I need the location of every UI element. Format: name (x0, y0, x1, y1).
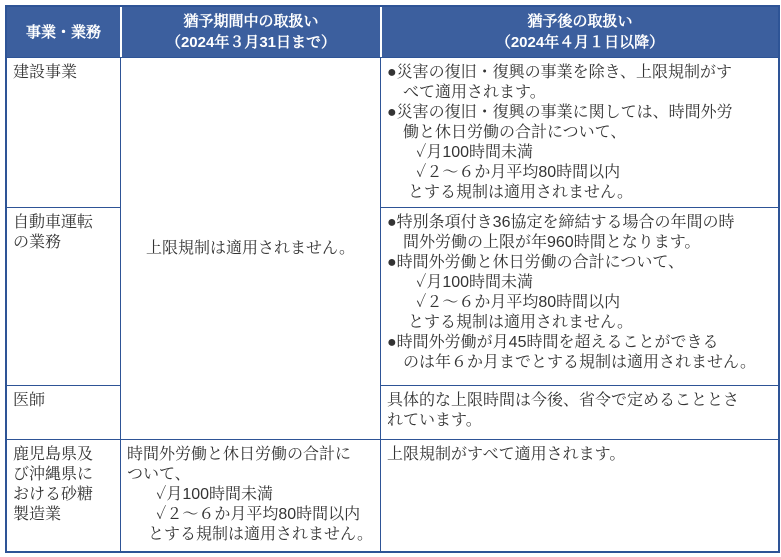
text-line: 医師 (13, 392, 46, 409)
text-line: ついて、 (127, 466, 191, 483)
text-line: ●時間外労働と休日労働の合計について、 (387, 254, 685, 271)
header-cell-after-grace (380, 7, 778, 57)
row-sugar-label (7, 439, 120, 551)
text-line: 建設事業 (13, 64, 78, 81)
text-line: とする規制は適用されません。 (148, 526, 373, 543)
row-sugar-during-cell (120, 439, 380, 551)
text-line: の業務 (13, 234, 62, 251)
text-line: ●時間外労働が月45時間を超えることができる (387, 334, 719, 351)
text-line: ●災害の復旧・復興の事業を除き、上限規制がす (387, 64, 733, 81)
text-line: 鹿児島県及 (13, 446, 94, 463)
text-line: ✓月100時間未満 (416, 274, 534, 291)
header-during-date: （2024年３月31日まで） (165, 34, 337, 51)
text-line: ●特別条項付き36協定を締結する場合の年間の時 (387, 214, 735, 231)
text-line: とする規制は適用されません。 (408, 314, 633, 331)
header-cell-during-grace (120, 7, 380, 57)
text-line: 上限規制がすべて適用されます。 (387, 446, 626, 463)
text-line: ✓２～６か月平均80時間以内 (416, 294, 621, 311)
text-line: び沖縄県に (13, 466, 94, 483)
text-line: 間外労働の上限が年960時間となります。 (403, 234, 701, 251)
text-line: 時間外労働と休日労働の合計に (127, 446, 352, 463)
header-business-label: 事業・業務 (25, 23, 101, 41)
merged-during-grace-text: 上限規制は適用されません。 (146, 240, 355, 257)
text-line: べて適用されます。 (403, 84, 546, 101)
row-driving-label (7, 207, 120, 385)
row-doctor-label (7, 385, 120, 439)
text-line: ✓２～６か月平均80時間以内 (416, 164, 621, 181)
regulation-table (5, 5, 780, 553)
text-line: とする規制は適用されません。 (408, 184, 633, 201)
text-line: おける砂糖 (13, 486, 94, 503)
text-line: のは年６か月までとする規制は適用されません。 (403, 354, 756, 371)
merged-during-grace-cell (120, 57, 380, 439)
row-sugar-after-cell (380, 439, 778, 551)
text-line: ●災害の復旧・復興の事業に関しては、時間外労 (387, 104, 733, 121)
text-line: 具体的な上限時間は今後、省令で定めることとさ (387, 392, 740, 409)
text-line: ✓月100時間未満 (416, 144, 534, 161)
row-construction-after-cell (380, 57, 778, 207)
text-line: れています。 (387, 412, 482, 429)
header-after-date: （2024年４月１日以降） (495, 34, 665, 51)
text-line: 自動車運転 (13, 214, 94, 231)
header-cell-business (7, 7, 120, 57)
header-during-title: 猶予期間中の取扱い (183, 13, 319, 30)
text-line: 製造業 (13, 506, 62, 523)
row-construction-label (7, 57, 120, 207)
text-line: ✓２～６か月平均80時間以内 (156, 506, 361, 523)
text-line: ✓月100時間未満 (156, 486, 274, 503)
text-line: 働と休日労働の合計について、 (403, 124, 627, 141)
row-doctor-after-cell (380, 385, 778, 439)
header-after-title: 猶予後の取扱い (527, 13, 633, 30)
row-driving-after-cell (380, 207, 778, 385)
